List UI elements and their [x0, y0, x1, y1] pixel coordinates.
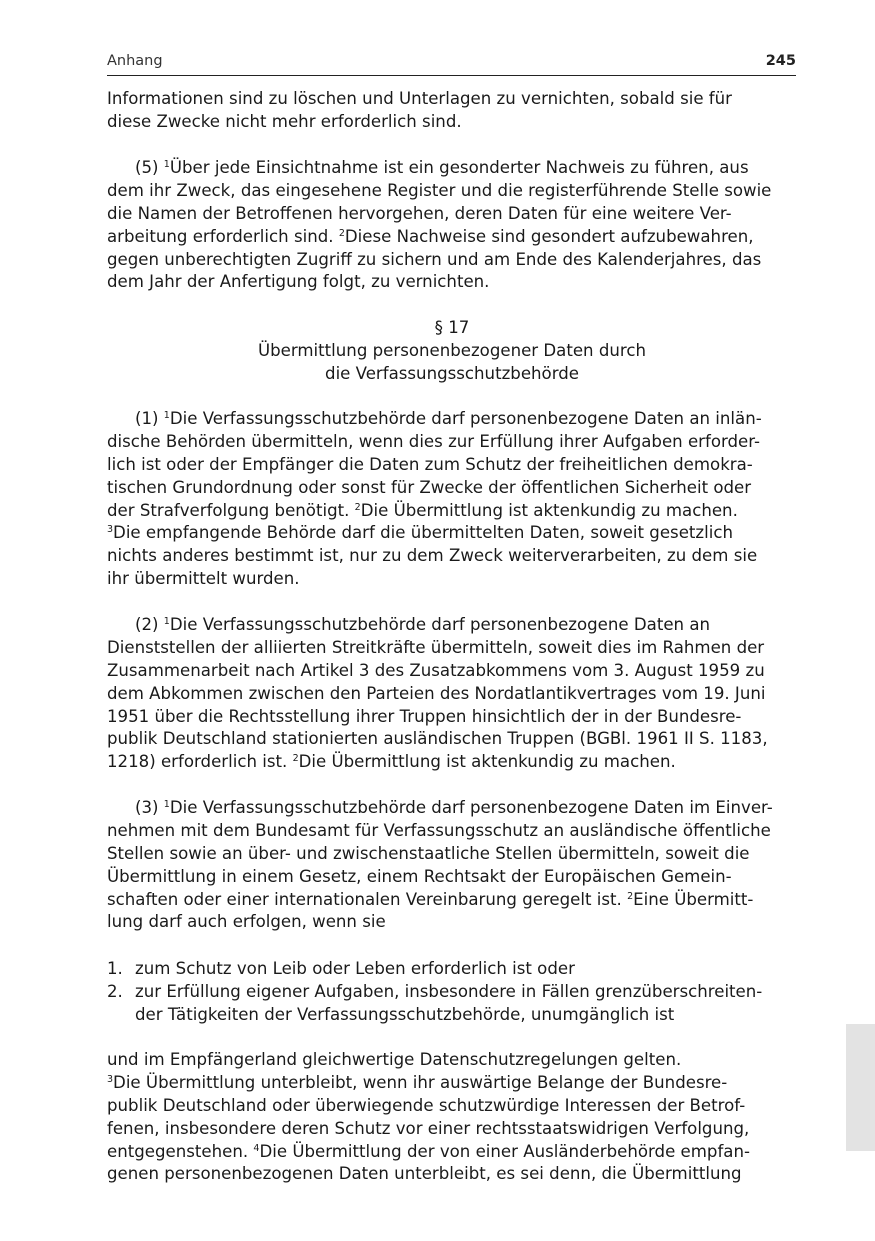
text-line: arbeitung erforderlich sind. $^2$Diese Nachweise sind gesondert aufzubewahren,	[107, 226, 754, 246]
text-line: ihr übermittelt wurden.	[107, 569, 300, 589]
text-line: publik Deutschland oder überwiegende schutzwürdige Interessen der Betrof-	[107, 1095, 746, 1115]
text-line: Dienststellen der alliierten Streitkräfte übermitteln, soweit dies im Rahmen der	[107, 637, 765, 657]
sentence-marker: 1	[163, 616, 170, 627]
text-line: diese Zwecke nicht mehr erforderlich sind.	[107, 111, 462, 131]
running-header	[107, 51, 796, 76]
text-line: $^3$Die Übermittlung unterbleibt, wenn ihr auswärtige Belange der Bundesre-	[107, 1072, 728, 1092]
sentence-marker: 2	[627, 890, 634, 902]
list-item: 2. zur Erfüllung eigener Aufgaben, insbesondere in Fällen grenzüberschreiten-	[107, 981, 797, 1004]
section-title-line: Übermittlung personenbezogener Daten durch	[257, 340, 647, 360]
text-line: genen personenbezogenen Daten unterbleibt, es sei denn, die Übermittlung	[107, 1164, 742, 1184]
section-heading	[107, 317, 797, 386]
sentence-marker: 2	[292, 753, 299, 765]
list-item-continuation: der Tätigkeiten der Verfassungsschutzbehörde, unumgänglich ist	[135, 1004, 675, 1024]
text-line: (3) $^1$Die Verfassungsschutzbehörde darf personenbezogene Daten im Einver-	[135, 798, 773, 817]
page-number: 245	[765, 53, 796, 69]
thumb-index-tab	[846, 1024, 875, 1151]
paragraph-17-3	[107, 797, 797, 934]
text-line: dem Abkommen zwischen den Parteien des Nordatlantikvertrages vom 19. Juni	[107, 683, 766, 703]
text-line: $^3$Die empfangende Behörde darf die übermittelten Daten, soweit gesetzlich	[107, 523, 733, 543]
paragraph-continued	[107, 88, 797, 134]
sentence-marker: 4	[253, 1142, 260, 1154]
text-line: Informationen sind zu löschen und Unterlagen zu vernichten, sobald sie für	[107, 89, 732, 108]
section-number: § 17	[434, 318, 470, 337]
paragraph-17-2	[107, 614, 797, 774]
text-line: nichts anderes bestimmt ist, nur zu dem Zweck weiterverarbeiten, zu dem sie	[107, 546, 758, 566]
sentence-marker: 3	[107, 1073, 114, 1085]
numbered-list	[107, 958, 797, 1027]
paragraph-number: (1)	[135, 409, 159, 428]
sentence-marker: 1	[163, 799, 170, 810]
text-line: entgegenstehen. $^4$Die Übermittlung der von einer Ausländerbehörde empfan-	[107, 1141, 750, 1161]
sentence-marker: 1	[163, 159, 170, 170]
text-line: schaften oder einer internationalen Vereinbarung geregelt ist. $^2$Eine Übermitt-	[107, 889, 754, 909]
text-line: 1951 über die Rechtsstellung ihrer Truppen hinsichtlich der in der Bundesre-	[107, 706, 742, 726]
text-line: (1) $^1$Die Verfassungsschutzbehörde darf personenbezogene Daten an inlän-	[135, 409, 762, 428]
text-line: die Namen der Betroffenen hervorgehen, deren Daten für eine weitere Ver-	[107, 203, 732, 223]
text-line: nehmen mit dem Bundesamt für Verfassungsschutz an ausländische öffentliche	[107, 820, 771, 840]
sentence-marker: 2	[354, 501, 361, 513]
text-line: gegen unberechtigten Zugriff zu sichern und am Ende des Kalenderjahres, das	[107, 249, 762, 269]
paragraph-number: (5)	[135, 158, 159, 177]
text-line: Zusammenarbeit nach Artikel 3 des Zusatzabkommens vom 3. August 1959 zu	[107, 660, 765, 680]
text-line: 1218) erforderlich ist. $^2$Die Übermittlung ist aktenkundig zu machen.	[107, 752, 676, 772]
paragraph-17-1	[107, 408, 797, 591]
list-item-number: 1.	[107, 959, 123, 978]
paragraph-5	[107, 157, 797, 294]
text-line: tischen Grundordnung oder sonst für Zwecke der öffentlichen Sicherheit oder	[107, 477, 752, 497]
paragraph-after-list	[107, 1049, 797, 1186]
text-line: publik Deutschland stationierten ausländischen Truppen (BGBl. 1961 II S. 1183,	[107, 729, 768, 749]
text-line: der Strafverfolgung benötigt. $^2$Die Übermittlung ist aktenkundig zu machen.	[107, 500, 738, 520]
list-item: 1. zum Schutz von Leib oder Leben erforderlich ist oder	[107, 958, 797, 981]
section-title-line: die Verfassungsschutzbehörde	[325, 363, 579, 383]
text-line: und im Empfängerland gleichwertige Datenschutzregelungen gelten.	[107, 1050, 682, 1069]
paragraph-number: (3)	[135, 798, 159, 817]
header-section-title: Anhang	[107, 53, 163, 69]
text-line: Stellen sowie an über- und zwischenstaatliche Stellen übermitteln, soweit die	[107, 843, 750, 863]
list-item-number: 2.	[107, 981, 123, 1001]
text-line: lung darf auch erfolgen, wenn sie	[107, 912, 386, 932]
paragraph-number: (2)	[135, 615, 159, 634]
text-line: fenen, insbesondere deren Schutz vor einer rechtsstaatswidrigen Verfolgung,	[107, 1118, 750, 1138]
text-line: (5) $^1$Über jede Einsichtnahme ist ein gesonderter Nachweis zu führen, aus	[135, 158, 749, 177]
text-line: Übermittlung in einem Gesetz, einem Rechtsakt der Europäischen Gemein-	[107, 866, 732, 886]
text-line: (2) $^1$Die Verfassungsschutzbehörde darf personenbezogene Daten an	[135, 615, 711, 634]
text-line: dem Jahr der Anfertigung folgt, zu vernichten.	[107, 272, 490, 292]
text-line: lich ist oder der Empfänger die Daten zum Schutz der freiheitlichen demokra-	[107, 454, 753, 474]
sentence-marker: 1	[163, 410, 170, 421]
sentence-marker: 2	[338, 227, 345, 239]
text-line: dische Behörden übermitteln, wenn dies zur Erfüllung ihrer Aufgaben erforder-	[107, 431, 760, 451]
sentence-marker: 3	[107, 524, 114, 536]
text-line: dem ihr Zweck, das eingesehene Register und die registerführende Stelle sowie	[107, 180, 772, 200]
